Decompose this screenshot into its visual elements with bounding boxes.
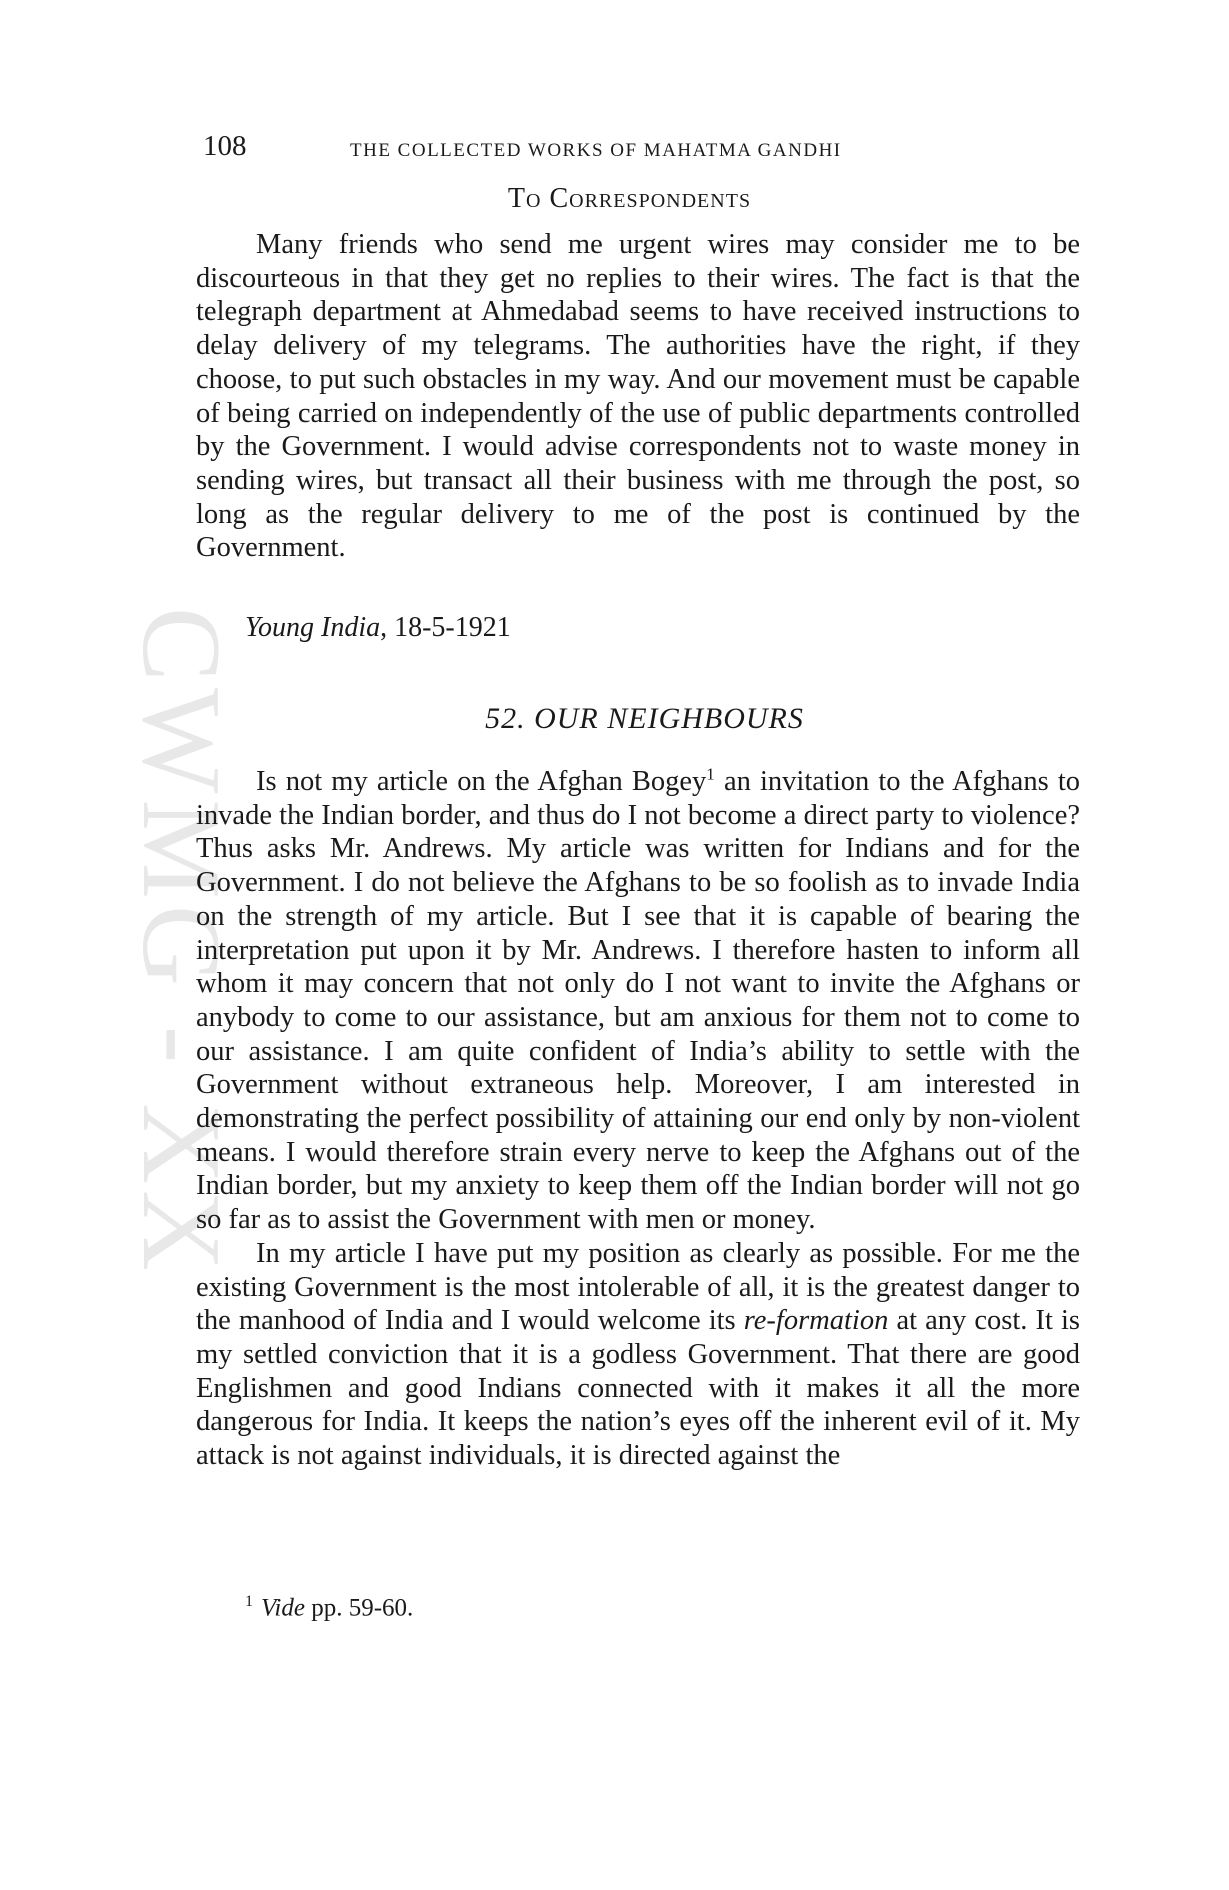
correspondents-paragraph: Many friends who send me urgent wires may consider me to be discourteous in that they get no replies to their wires. The fact is that the telegraph department at Ahmedabad seems to have received instructions to delay delivery of my telegrams. The authorities have the right, if they choose, to put such obstacles in my way. And our movement must be capable of being carried on independently of the use of public departments controlled by the Government. I would advise correspondents not to waste money in sending wires, but transact all their business with me through the post, so long as the regular delivery to me of the post is continued by the Government.: [196, 229, 1080, 564]
article-p2-emphasis: re-formation: [743, 1305, 889, 1337]
footnote-number: 1: [245, 1593, 253, 1610]
article-paragraph-2: [196, 1237, 1080, 1473]
footnote-ref: 1: [706, 764, 715, 784]
article-p1-rest: an invitation to the Afghans to invade the Indian border, and thus do I not become a direct party to violence? Thus asks Mr. Andrews. My article was written for Indians and for the Government. I do not believe the Afghans to be so foolish as to invade India on the strength of my article. But I see that it is capable of bearing the interpretation put upon it by Mr. Andrews. I therefore hasten to inform all whom it may concern that not only do I not want to invite the Afghans or anybody to come to our assistance, but am anxious for them not to come to our assistance. I am quite confident of India’s ability to settle with the Government without extraneous help. Moreover, I am interested in demonstrating the perfect possibility of attaining our end only by non-violent means. I would therefore strain every nerve to keep the Afghans out of the Indian border, but my anxiety to keep them off the Indian border will not go so far as to assist the Government with men or money.: [196, 766, 1080, 1236]
watermark-text: CWMG - XX: [119, 607, 243, 1277]
article-body: [196, 765, 1080, 1473]
correspondents-section: [196, 228, 1080, 565]
footnote: [245, 1593, 413, 1622]
article-title: [0, 702, 1229, 736]
section-title: [0, 183, 1229, 215]
article-p1-start: Is not my article on the Afghan Bogey: [256, 766, 707, 797]
article-title-text: 52. OUR NEIGHBOURS: [485, 702, 804, 735]
source-citation: [245, 612, 511, 644]
article-p2-start: In my article I have put my position as clearly as possible. For me the existing Government is the most intolerable of all, it is the greatest danger to the manhood of India and I would welcome its: [196, 1237, 1080, 1337]
section-title-text: To Correspondents: [507, 183, 752, 214]
source-publication: Young India: [245, 612, 381, 643]
footnote-text: pp. 59-60.: [304, 1594, 414, 1622]
running-head: THE COLLECTED WORKS OF MAHATMA GANDHI: [350, 140, 842, 161]
page-header: [203, 130, 1083, 166]
footnote-vide: Vide: [261, 1594, 305, 1622]
source-date: , 18-5-1921: [380, 612, 511, 643]
article-paragraph-1: [196, 765, 1080, 1237]
article-p2-rest: at any cost. It is my settled conviction that it is a godless Government. That there are good Englishmen and good Indians connected with it makes it all the more dangerous for India. It keeps the nation’s eyes off the inherent evil of it. My attack is not against individuals, it is directed against the: [196, 1305, 1080, 1472]
page-number: 108: [203, 130, 247, 162]
